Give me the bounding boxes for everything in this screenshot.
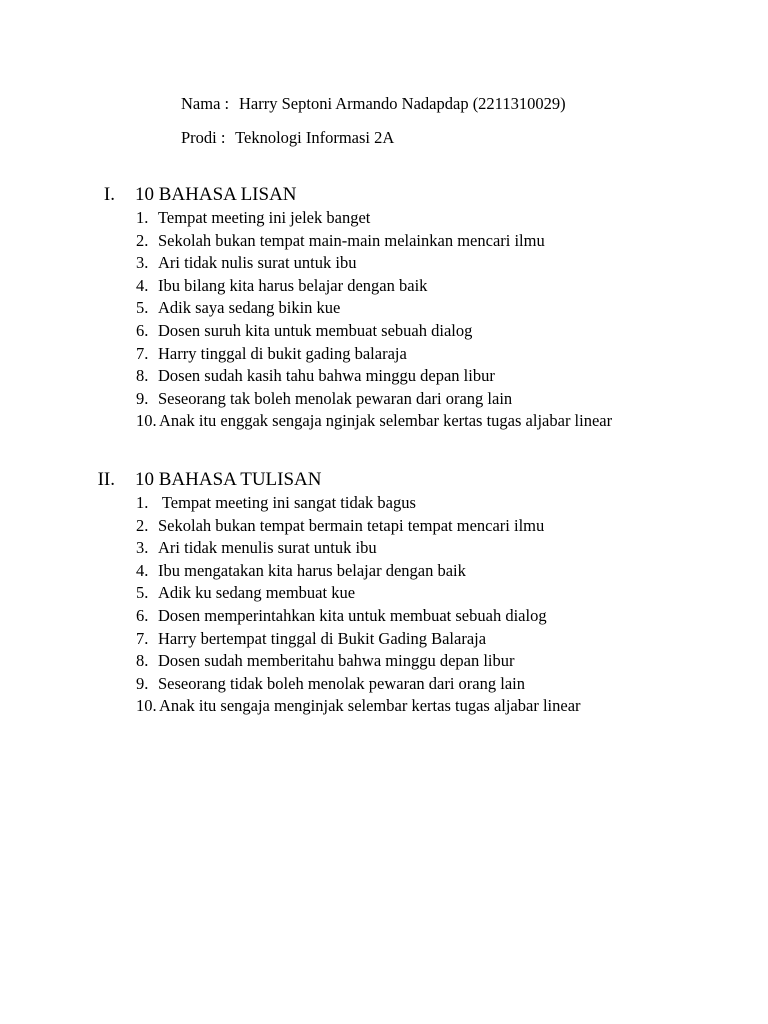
nama-line [181,94,566,114]
item-text: Ari tidak nulis surat untuk ibu [158,253,357,273]
item-text: Tempat meeting ini jelek banget [158,208,371,227]
item-number: 9. [136,673,149,693]
item-text: Seseorang tak boleh menolak pewaran dari orang lain [158,388,513,408]
item-number: 2. [136,515,149,535]
item-number: 6. [136,605,149,625]
item-number: 3. [136,253,149,273]
item-text: Tempat meeting ini sangat tidak bagus [158,493,416,512]
item-number: 10. [136,696,157,716]
item-number: 4. [136,275,149,295]
prodi-label: Prodi : [181,128,226,147]
item-number: 8. [136,651,149,671]
item-text: Harry tinggal di bukit gading balaraja [158,343,407,363]
item-text: Anak itu sengaja menginjak selembar kertas tugas aljabar linear [159,696,581,716]
item-text: Dosen sudah memberitahu bahwa minggu depan libur [158,651,515,671]
section-title: 10 BAHASA TULISAN [135,469,322,490]
item-number: 1. [136,493,149,512]
nama-label: Nama : [181,94,230,113]
item-text: Anak itu enggak sengaja nginjak selembar kertas tugas aljabar linear [159,411,613,431]
item-number: 4. [136,560,149,580]
section-roman-numeral: I. [103,184,115,205]
nama-value: Harry Septoni Armando Nadapdap (2211310029) [239,94,566,113]
item-text: Dosen suruh kita untuk membuat sebuah dialog [158,320,473,340]
item-text: Adik ku sedang membuat kue [158,583,356,603]
prodi-line [181,128,394,148]
item-text: Harry bertempat tinggal di Bukit Gading Balaraja [158,628,487,648]
prodi-value: Teknologi Informasi 2A [235,128,395,147]
item-text: Sekolah bukan tempat bermain tetapi tempat mencari ilmu [158,515,545,535]
section-roman-numeral: II. [97,469,115,490]
item-text: Ibu mengatakan kita harus belajar dengan baik [158,560,466,580]
item-text: Sekolah bukan tempat main-main melainkan mencari ilmu [158,230,545,250]
item-number: 2. [136,230,149,250]
item-number: 8. [136,366,149,386]
item-number: 1. [136,208,149,227]
item-number: 7. [136,343,149,363]
item-text: Dosen memperintahkan kita untuk membuat sebuah dialog [158,605,547,625]
item-text: Seseorang tidak boleh menolak pewaran dari orang lain [158,673,525,693]
item-text: Ari tidak menulis surat untuk ibu [158,538,377,558]
item-number: 5. [136,583,149,603]
item-number: 7. [136,628,149,648]
item-number: 9. [136,388,149,408]
item-number: 10. [136,411,157,431]
item-number: 3. [136,538,149,558]
item-text: Dosen sudah kasih tahu bahwa minggu depan libur [158,366,495,386]
item-text: Adik saya sedang bikin kue [158,298,341,318]
item-text: Ibu bilang kita harus belajar dengan baik [158,275,428,295]
item-number: 6. [136,320,149,340]
section-title: 10 BAHASA LISAN [135,184,297,205]
item-number: 5. [136,298,149,318]
